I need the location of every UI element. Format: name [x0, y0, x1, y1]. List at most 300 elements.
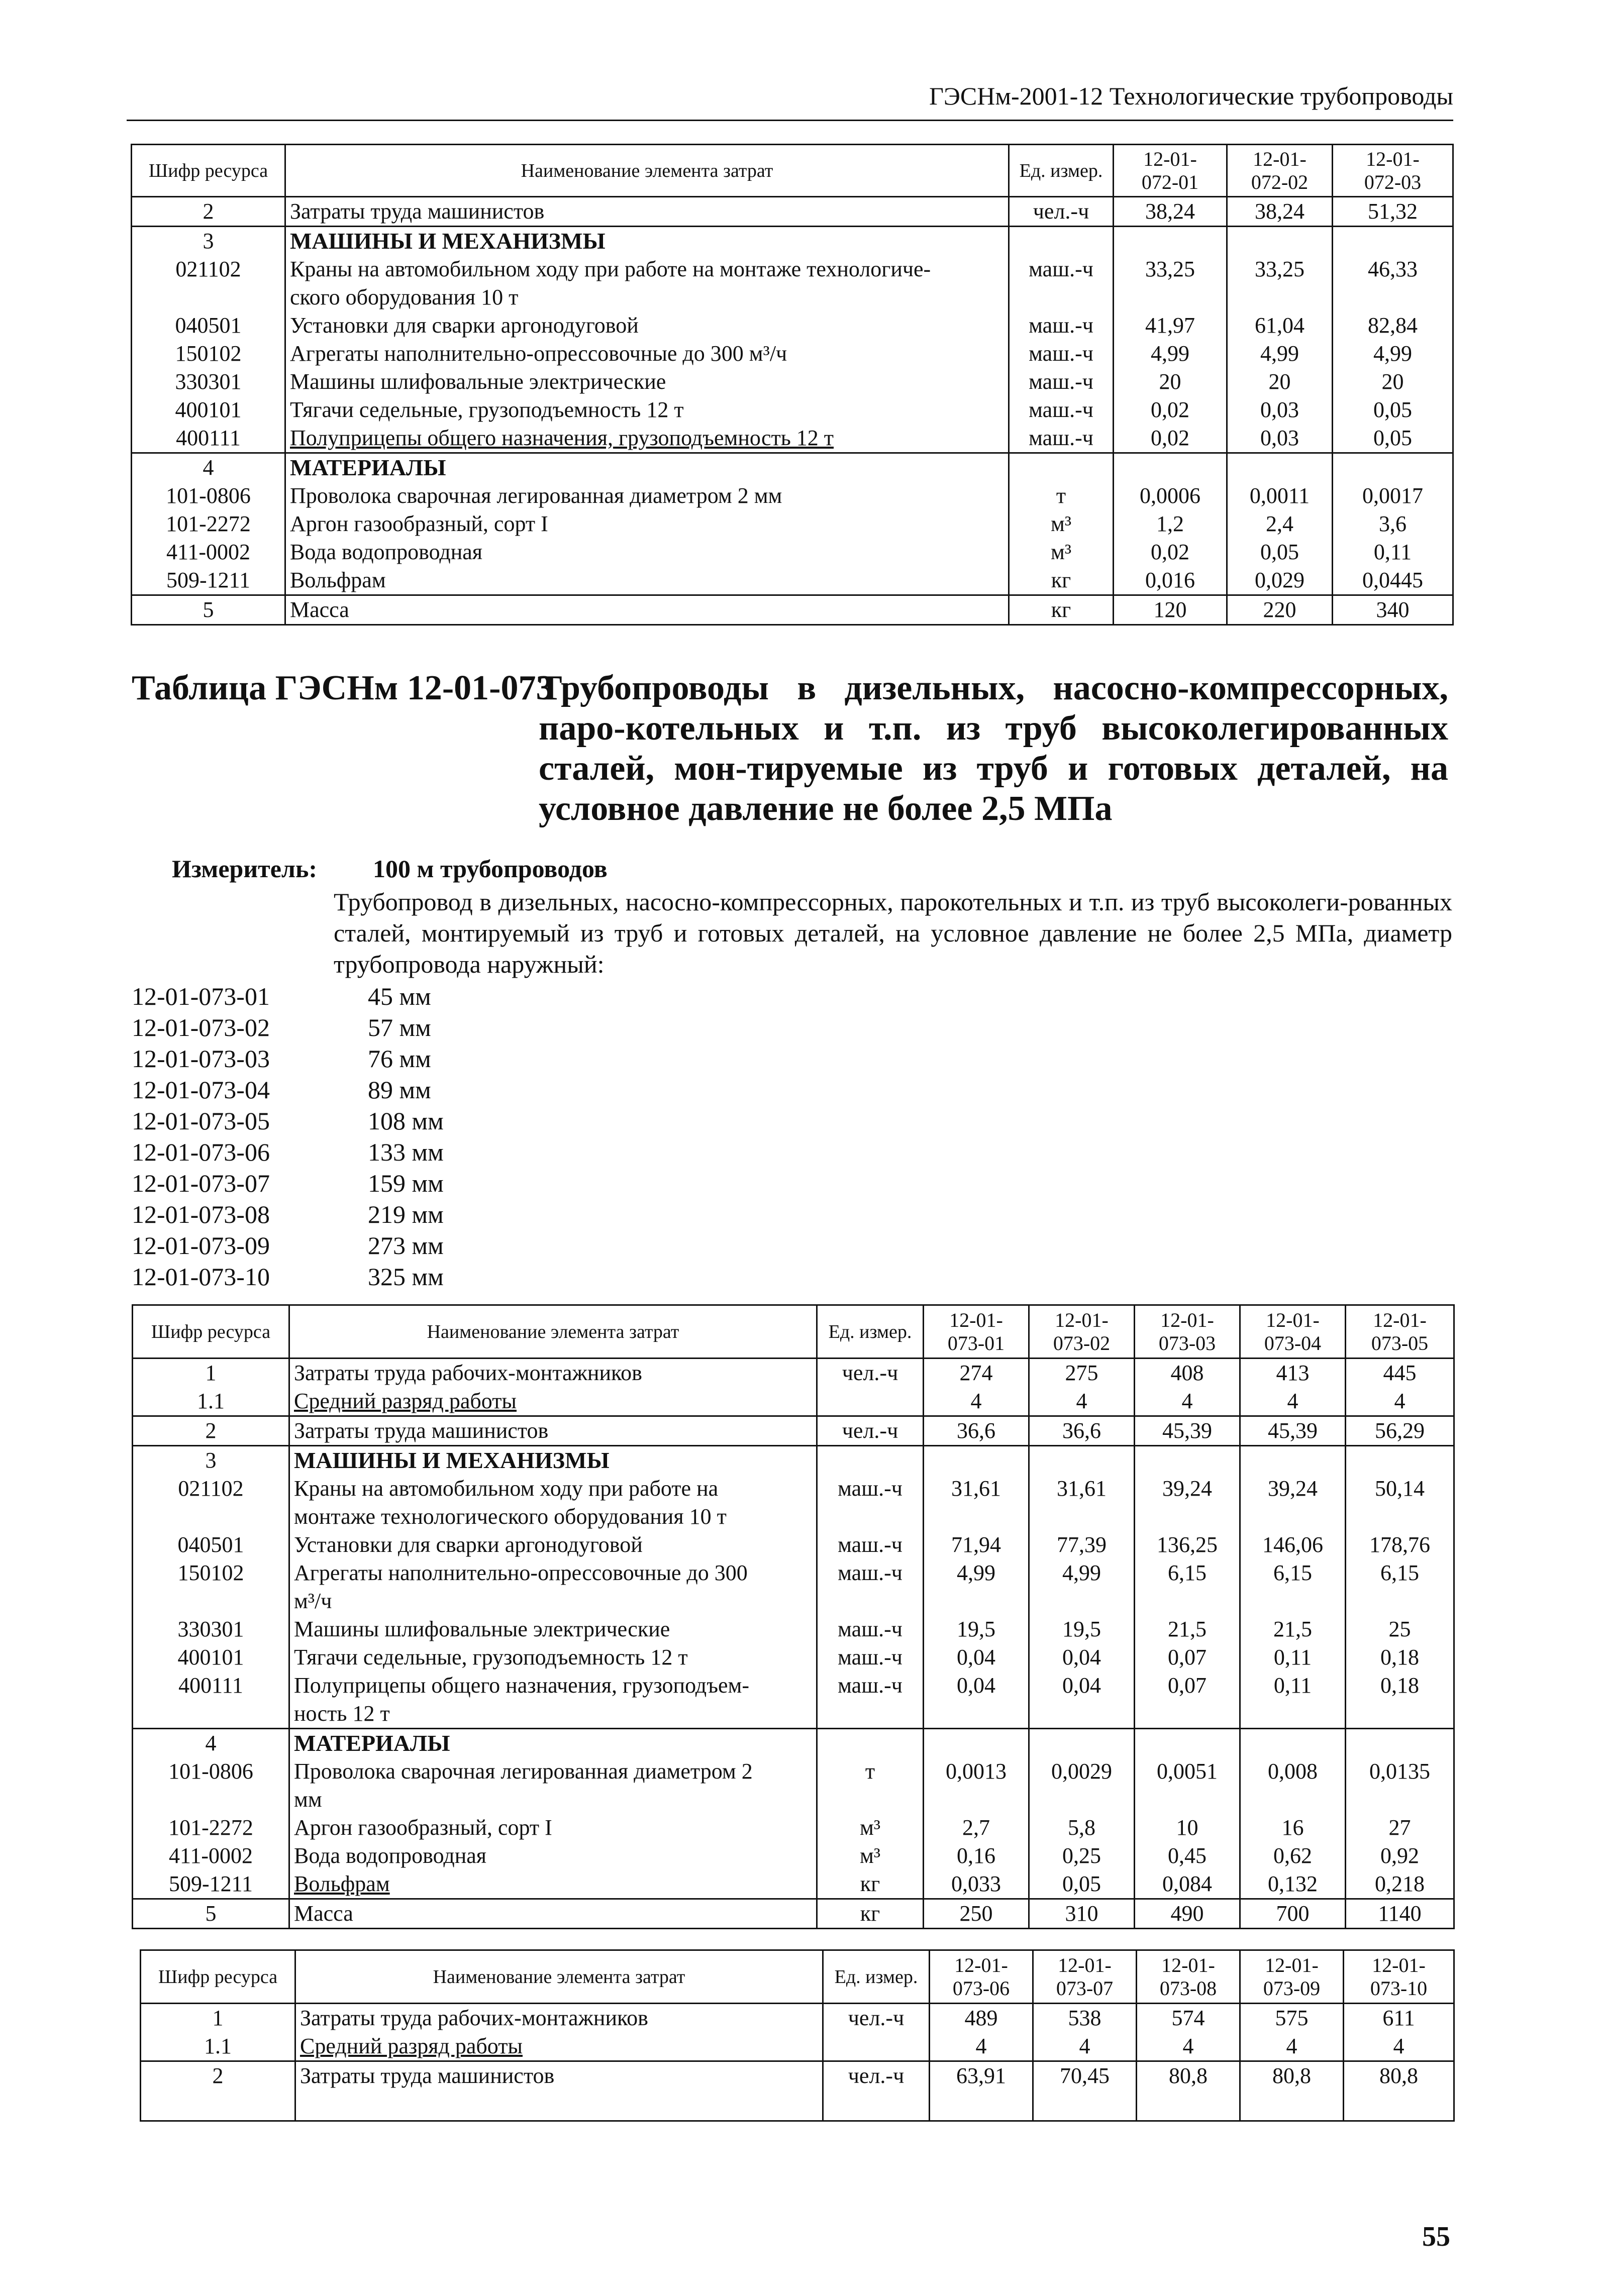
resource-code	[133, 1475, 289, 1531]
table-row	[132, 566, 1453, 595]
cost-item-name	[289, 1615, 817, 1643]
value-cell-text: 3,6	[1379, 511, 1407, 536]
cost-item-name	[285, 538, 1009, 566]
resource-code	[132, 368, 285, 396]
value-cell	[1346, 1531, 1454, 1559]
unit	[817, 1757, 924, 1814]
resource-code-text: 101-2272	[168, 1815, 253, 1840]
cost-item-name	[289, 1446, 817, 1475]
resource-code	[133, 1387, 289, 1416]
value-cell	[1333, 227, 1453, 256]
header-unit: Ед. измер.	[817, 1305, 924, 1359]
item-diameter: 273 мм	[368, 1231, 444, 1260]
value-cell	[1240, 1615, 1346, 1643]
value-cell-text: 611	[1382, 2006, 1415, 2030]
value-cell-text: 413	[1276, 1361, 1310, 1385]
header-col: 12-01- 073-09	[1240, 1950, 1344, 2004]
value-cell	[1240, 1387, 1346, 1416]
value-cell-text: 61,04	[1255, 313, 1305, 338]
value-cell	[1135, 1359, 1240, 1388]
unit	[817, 1359, 924, 1388]
resource-code-text: 040501	[177, 1532, 244, 1557]
resource-code	[133, 1842, 289, 1870]
value-cell-text: 4	[1182, 2034, 1194, 2058]
header-col: 12-01- 073-06	[930, 1950, 1033, 2004]
item-code: 12-01-073-05	[132, 1107, 270, 1135]
unit-text: чел.-ч	[848, 2006, 905, 2030]
value-cell	[1227, 197, 1333, 227]
value-cell-text: 0,0029	[1051, 1759, 1112, 1784]
value-cell	[1346, 1814, 1454, 1842]
value-cell	[1135, 1387, 1240, 1416]
value-cell	[1240, 1359, 1346, 1388]
value-cell-text: 0,016	[1145, 568, 1195, 592]
item-diameter: 133 мм	[368, 1138, 444, 1166]
cost-item-name	[289, 1899, 817, 1929]
table-row	[132, 255, 1453, 311]
unit-text: маш.-ч	[1029, 369, 1093, 394]
value-cell	[1227, 595, 1333, 625]
cost-item-name-text: Средний разряд работы	[294, 1389, 517, 1413]
value-cell	[1346, 1899, 1454, 1929]
resource-code	[132, 396, 285, 424]
list-item	[132, 981, 514, 1012]
value-cell	[1135, 1870, 1240, 1899]
value-cell-text: 489	[964, 2006, 998, 2030]
resource-code	[133, 1446, 289, 1475]
header-name: Наименование элемента затрат	[285, 145, 1009, 197]
value-cell-text: 0,05	[1373, 397, 1412, 422]
resource-code-text: 330301	[177, 1617, 244, 1641]
value-cell	[1135, 1531, 1240, 1559]
header-col: 12-01- 072-03	[1333, 145, 1453, 197]
resource-code-text: 400111	[176, 426, 241, 450]
value-cell-text: 310	[1065, 1901, 1098, 1926]
value-cell	[1346, 1359, 1454, 1388]
value-cell	[1240, 1870, 1346, 1899]
table-row	[132, 453, 1453, 482]
value-cell-text: 0,07	[1168, 1673, 1207, 1698]
table-row	[133, 1899, 1454, 1929]
value-cell-text: 33,25	[1145, 257, 1195, 281]
table-row	[132, 424, 1453, 453]
resource-code	[141, 2004, 295, 2033]
resource-code-text: 021102	[175, 257, 241, 281]
unit-text: чел.-ч	[842, 1418, 898, 1443]
value-cell	[924, 1475, 1029, 1531]
unit	[817, 1899, 924, 1929]
unit	[1009, 340, 1114, 368]
value-cell	[1033, 2061, 1137, 2121]
value-cell	[1346, 1729, 1454, 1758]
value-cell	[1135, 1416, 1240, 1446]
cost-item-name-text: Установки для сварки аргонодуговой	[290, 313, 639, 338]
resource-code	[133, 1729, 289, 1758]
unit-text: маш.-ч	[838, 1560, 902, 1585]
value-cell	[1346, 1643, 1454, 1672]
resource-code-text: 2	[203, 199, 214, 224]
unit	[817, 1729, 924, 1758]
value-cell	[1029, 1387, 1135, 1416]
cost-item-name	[285, 482, 1009, 510]
running-header: ГЭСНм-2001-12 Технологические трубопроводы	[127, 81, 1453, 121]
resource-code	[132, 482, 285, 510]
resource-code-text: 2	[212, 2063, 224, 2088]
table-row	[133, 1643, 1454, 1672]
unit-text: т	[865, 1759, 875, 1784]
cost-item-name-text: Вода водопроводная	[294, 1843, 487, 1868]
header-code: Шифр ресурса	[141, 1950, 295, 2004]
cost-item-name	[285, 368, 1009, 396]
resource-code-text: 2	[205, 1418, 217, 1443]
table-row	[132, 368, 1453, 396]
resource-code	[133, 1615, 289, 1643]
measure-label: Измеритель:	[172, 855, 318, 883]
cost-item-name	[289, 1559, 817, 1615]
value-cell	[1029, 1416, 1135, 1446]
header-col: 12-01- 073-03	[1135, 1305, 1240, 1359]
value-cell-text: 80,8	[1379, 2063, 1418, 2088]
value-cell	[1240, 1643, 1346, 1672]
cost-item-name-text: Масса	[294, 1901, 353, 1926]
item-code: 12-01-073-04	[132, 1076, 270, 1104]
cost-item-name	[289, 1416, 817, 1446]
resource-code-text: 400101	[175, 397, 242, 422]
cost-item-name	[289, 1387, 817, 1416]
resource-code	[132, 197, 285, 227]
value-cell	[1029, 1475, 1135, 1531]
value-cell	[1240, 1814, 1346, 1842]
unit	[1009, 595, 1114, 625]
unit	[817, 1446, 924, 1475]
table-row	[132, 538, 1453, 566]
value-cell-text: 0,0011	[1249, 483, 1310, 508]
value-cell-text: 274	[959, 1361, 993, 1385]
header-unit: Ед. измер.	[823, 1950, 930, 2004]
value-cell	[1227, 453, 1333, 482]
value-cell-text: 0,25	[1062, 1843, 1101, 1868]
cost-item-name-text: Затраты труда машинистов	[290, 199, 545, 224]
value-cell-text: 0,0013	[946, 1759, 1007, 1784]
value-cell	[1029, 1615, 1135, 1643]
value-cell	[924, 1615, 1029, 1643]
value-cell	[924, 1559, 1029, 1615]
unit-text: маш.-ч	[838, 1645, 902, 1669]
value-cell-text: 19,5	[1062, 1617, 1101, 1641]
value-cell-text: 0,11	[1273, 1673, 1312, 1698]
resource-code-text: 021102	[178, 1476, 244, 1501]
value-cell	[1240, 2032, 1344, 2061]
value-cell-text: 4	[1393, 2034, 1405, 2058]
value-cell-text: 0,11	[1373, 540, 1412, 564]
value-cell-text: 250	[959, 1901, 993, 1926]
value-cell	[1137, 2032, 1240, 2061]
cost-item-name-text: МАШИНЫ И МЕХАНИЗМЫ	[290, 228, 606, 254]
value-cell	[1346, 1672, 1454, 1729]
header-name: Наименование элемента затрат	[289, 1305, 817, 1359]
item-code: 12-01-073-09	[132, 1231, 270, 1260]
value-cell	[1346, 1416, 1454, 1446]
value-cell-text: 0,0135	[1369, 1759, 1430, 1784]
value-cell-text: 4	[1287, 1389, 1298, 1413]
unit-text: м³	[1050, 511, 1072, 536]
value-cell-text: 0,0445	[1362, 568, 1423, 592]
list-item	[132, 1230, 514, 1261]
value-cell	[1240, 1842, 1346, 1870]
resource-code-text: 150102	[177, 1560, 244, 1585]
header-col: 12-01- 073-02	[1029, 1305, 1135, 1359]
cost-item-name	[285, 396, 1009, 424]
unit	[1009, 453, 1114, 482]
value-cell-text: 146,06	[1262, 1532, 1323, 1557]
cost-item-name	[289, 1475, 817, 1531]
unit	[817, 1559, 924, 1615]
value-cell-text: 77,39	[1057, 1532, 1107, 1557]
unit	[1009, 510, 1114, 538]
list-item	[132, 1199, 514, 1230]
unit	[1009, 311, 1114, 340]
table-row	[133, 1870, 1454, 1899]
value-cell	[1227, 368, 1333, 396]
resource-code-text: 411-0002	[168, 1843, 253, 1868]
value-cell	[1135, 1842, 1240, 1870]
value-cell-text: 0,008	[1268, 1759, 1318, 1784]
cost-item-name-text: МАШИНЫ И МЕХАНИЗМЫ	[294, 1447, 610, 1473]
value-cell-text: 4	[1286, 2034, 1297, 2058]
value-cell-text: 6,15	[1380, 1560, 1419, 1585]
resource-code-text: 101-2272	[166, 511, 251, 536]
value-cell-text: 80,8	[1169, 2063, 1208, 2088]
value-cell-text: 0,0051	[1157, 1759, 1218, 1784]
table-row	[133, 1757, 1454, 1814]
unit	[823, 2061, 930, 2121]
table-row	[133, 1814, 1454, 1842]
value-cell	[1346, 1559, 1454, 1615]
value-cell	[1227, 340, 1333, 368]
value-cell-text: 0,45	[1168, 1843, 1207, 1868]
resource-code-text: 5	[205, 1901, 217, 1926]
value-cell	[924, 1814, 1029, 1842]
cost-item-name	[285, 197, 1009, 227]
value-cell	[924, 1757, 1029, 1814]
value-cell-text: 16	[1281, 1815, 1304, 1840]
table-row	[132, 482, 1453, 510]
header-col: 12-01- 072-01	[1114, 145, 1227, 197]
unit-text: т	[1056, 483, 1066, 508]
value-cell-text: 0,084	[1162, 1871, 1212, 1896]
resource-code	[132, 424, 285, 453]
table-row	[133, 1729, 1454, 1758]
unit-text: маш.-ч	[1029, 426, 1093, 450]
value-cell	[924, 1672, 1029, 1729]
resource-code	[132, 453, 285, 482]
value-cell-text: 4	[970, 1389, 982, 1413]
list-item	[132, 1012, 514, 1043]
value-cell	[1240, 1475, 1346, 1531]
value-cell-text: 39,24	[1162, 1476, 1212, 1501]
resource-code	[133, 1359, 289, 1388]
value-cell	[1135, 1643, 1240, 1672]
header-code: Шифр ресурса	[132, 145, 285, 197]
value-cell	[1114, 453, 1227, 482]
value-cell-text: 31,61	[1057, 1476, 1107, 1501]
value-cell	[1114, 396, 1227, 424]
value-cell-text: 45,39	[1268, 1418, 1318, 1443]
table-row	[132, 197, 1453, 227]
value-cell	[924, 1446, 1029, 1475]
cost-item-name	[289, 1672, 817, 1729]
value-cell	[1227, 227, 1333, 256]
value-cell-text: 0,04	[957, 1645, 995, 1669]
value-cell-text: 4,99	[957, 1560, 995, 1585]
resource-code	[132, 510, 285, 538]
value-cell	[1135, 1615, 1240, 1643]
value-cell-text: 31,61	[951, 1476, 1001, 1501]
unit-text: м³	[859, 1843, 881, 1868]
cost-item-name-text: Полуприцепы общего назначения, грузоподъемность 12 т	[290, 426, 834, 450]
unit	[817, 1416, 924, 1446]
cost-item-name-text: Затраты труда машинистов	[294, 1418, 549, 1443]
value-cell	[1114, 255, 1227, 311]
cost-item-name-text: МАТЕРИАЛЫ	[294, 1730, 450, 1756]
resource-code-text: 3	[205, 1448, 217, 1473]
header-col: 12-01- 073-05	[1346, 1305, 1454, 1359]
value-cell-text: 408	[1170, 1361, 1204, 1385]
value-cell-text: 38,24	[1145, 199, 1195, 224]
value-cell-text: 0,0017	[1362, 483, 1423, 508]
header-unit: Ед. измер.	[1009, 145, 1114, 197]
cost-item-name-text: Затраты труда машинистов	[300, 2063, 555, 2088]
header-col: 12-01- 073-04	[1240, 1305, 1346, 1359]
cost-item-name	[285, 340, 1009, 368]
value-cell	[1346, 1870, 1454, 1899]
value-cell-text: 39,24	[1268, 1476, 1318, 1501]
cost-item-name-text: Агрегаты наполнительно-опрессовочные до 300 м³/ч	[290, 341, 787, 366]
value-cell	[1227, 566, 1333, 595]
resource-code	[141, 2032, 295, 2061]
cost-item-name	[289, 1814, 817, 1842]
resource-code-text: 4	[203, 455, 214, 480]
measure-description: Трубопровод в дизельных, насосно-компрессорных, парокотельных и т.п. из труб высоколеги-рованных сталей, монтируемый из труб и готовых деталей, на условное давление не более 2,5 МПа, диаметр трубопровода наружный:	[334, 888, 1452, 978]
table-row	[141, 2032, 1454, 2061]
table-row	[132, 227, 1453, 256]
unit-text: кг	[860, 1871, 880, 1896]
resource-code-text: 400111	[178, 1673, 243, 1698]
item-code: 12-01-073-03	[132, 1045, 270, 1073]
value-cell-text: 575	[1275, 2006, 1309, 2030]
value-cell-text: 275	[1065, 1361, 1098, 1385]
value-cell	[1346, 1475, 1454, 1531]
value-cell	[1240, 2061, 1344, 2121]
value-cell-text: 0,02	[1151, 397, 1189, 422]
value-cell-text: 4	[1079, 2034, 1090, 2058]
value-cell-text: 0,11	[1273, 1645, 1312, 1669]
value-cell	[1033, 2004, 1137, 2033]
resource-code	[133, 1643, 289, 1672]
value-cell	[1227, 255, 1333, 311]
value-cell	[1333, 538, 1453, 566]
table-row	[133, 1842, 1454, 1870]
table-row	[133, 1531, 1454, 1559]
item-code: 12-01-073-02	[132, 1013, 270, 1041]
item-diameter: 159 мм	[368, 1169, 444, 1197]
header-col: 12-01- 073-01	[924, 1305, 1029, 1359]
cost-item-name	[289, 1729, 817, 1758]
value-cell	[1344, 2004, 1454, 2033]
value-cell	[1333, 396, 1453, 424]
value-cell-text: 5,8	[1068, 1815, 1095, 1840]
unit-text: маш.-ч	[1029, 341, 1093, 366]
resource-code	[132, 595, 285, 625]
value-cell-text: 25	[1388, 1617, 1411, 1641]
unit	[817, 1672, 924, 1729]
header-col: 12-01- 072-02	[1227, 145, 1333, 197]
value-cell-text: 4	[1076, 1389, 1087, 1413]
value-cell	[1114, 368, 1227, 396]
resource-code-text: 400101	[177, 1645, 244, 1669]
resource-code	[132, 566, 285, 595]
cost-item-name-text: Проволока сварочная легированная диаметром 2 мм	[290, 483, 782, 508]
value-cell-text: 120	[1153, 597, 1187, 622]
value-cell	[1240, 1559, 1346, 1615]
value-cell	[930, 2004, 1033, 2033]
value-cell-text: 56,29	[1375, 1418, 1425, 1443]
resource-code-text: 330301	[175, 369, 242, 394]
value-cell-text: 10	[1176, 1815, 1198, 1840]
cost-item-name-text: Установки для сварки аргонодуговой	[294, 1532, 643, 1557]
value-cell	[1029, 1842, 1135, 1870]
value-cell	[1240, 1416, 1346, 1446]
value-cell	[1135, 1729, 1240, 1758]
value-cell-text: 574	[1171, 2006, 1205, 2030]
resource-code	[133, 1416, 289, 1446]
value-cell	[1114, 311, 1227, 340]
value-cell	[1029, 1359, 1135, 1388]
cost-item-name	[285, 424, 1009, 453]
cost-item-name-text: Вольфрам	[294, 1871, 390, 1896]
item-diameter: 57 мм	[368, 1013, 431, 1041]
value-cell	[1033, 2032, 1137, 2061]
item-diameter: 45 мм	[368, 982, 431, 1010]
resource-code	[132, 255, 285, 311]
unit-text: маш.-ч	[1029, 313, 1093, 338]
value-cell	[924, 1359, 1029, 1388]
value-cell-text: 0,16	[957, 1843, 995, 1868]
resource-code	[141, 2061, 295, 2121]
cost-item-name	[285, 566, 1009, 595]
value-cell	[1240, 1729, 1346, 1758]
value-cell	[1333, 340, 1453, 368]
resource-code-text: 3	[203, 229, 214, 253]
unit	[817, 1615, 924, 1643]
table-row	[133, 1446, 1454, 1475]
value-cell-text: 38,24	[1255, 199, 1305, 224]
value-cell-text: 20	[1268, 369, 1291, 394]
cost-item-name	[289, 1359, 817, 1388]
value-cell-text: 0,02	[1151, 426, 1189, 450]
unit	[1009, 255, 1114, 311]
value-cell	[1227, 482, 1333, 510]
list-item	[132, 1261, 514, 1292]
resource-code	[133, 1559, 289, 1615]
cost-item-name	[289, 1870, 817, 1899]
value-cell	[1135, 1446, 1240, 1475]
item-diameter: 325 мм	[368, 1263, 444, 1291]
cost-item-name-text: МАТЕРИАЛЫ	[290, 455, 446, 480]
value-cell-text: 20	[1381, 369, 1404, 394]
cost-item-name	[285, 227, 1009, 256]
value-cell	[1346, 1615, 1454, 1643]
